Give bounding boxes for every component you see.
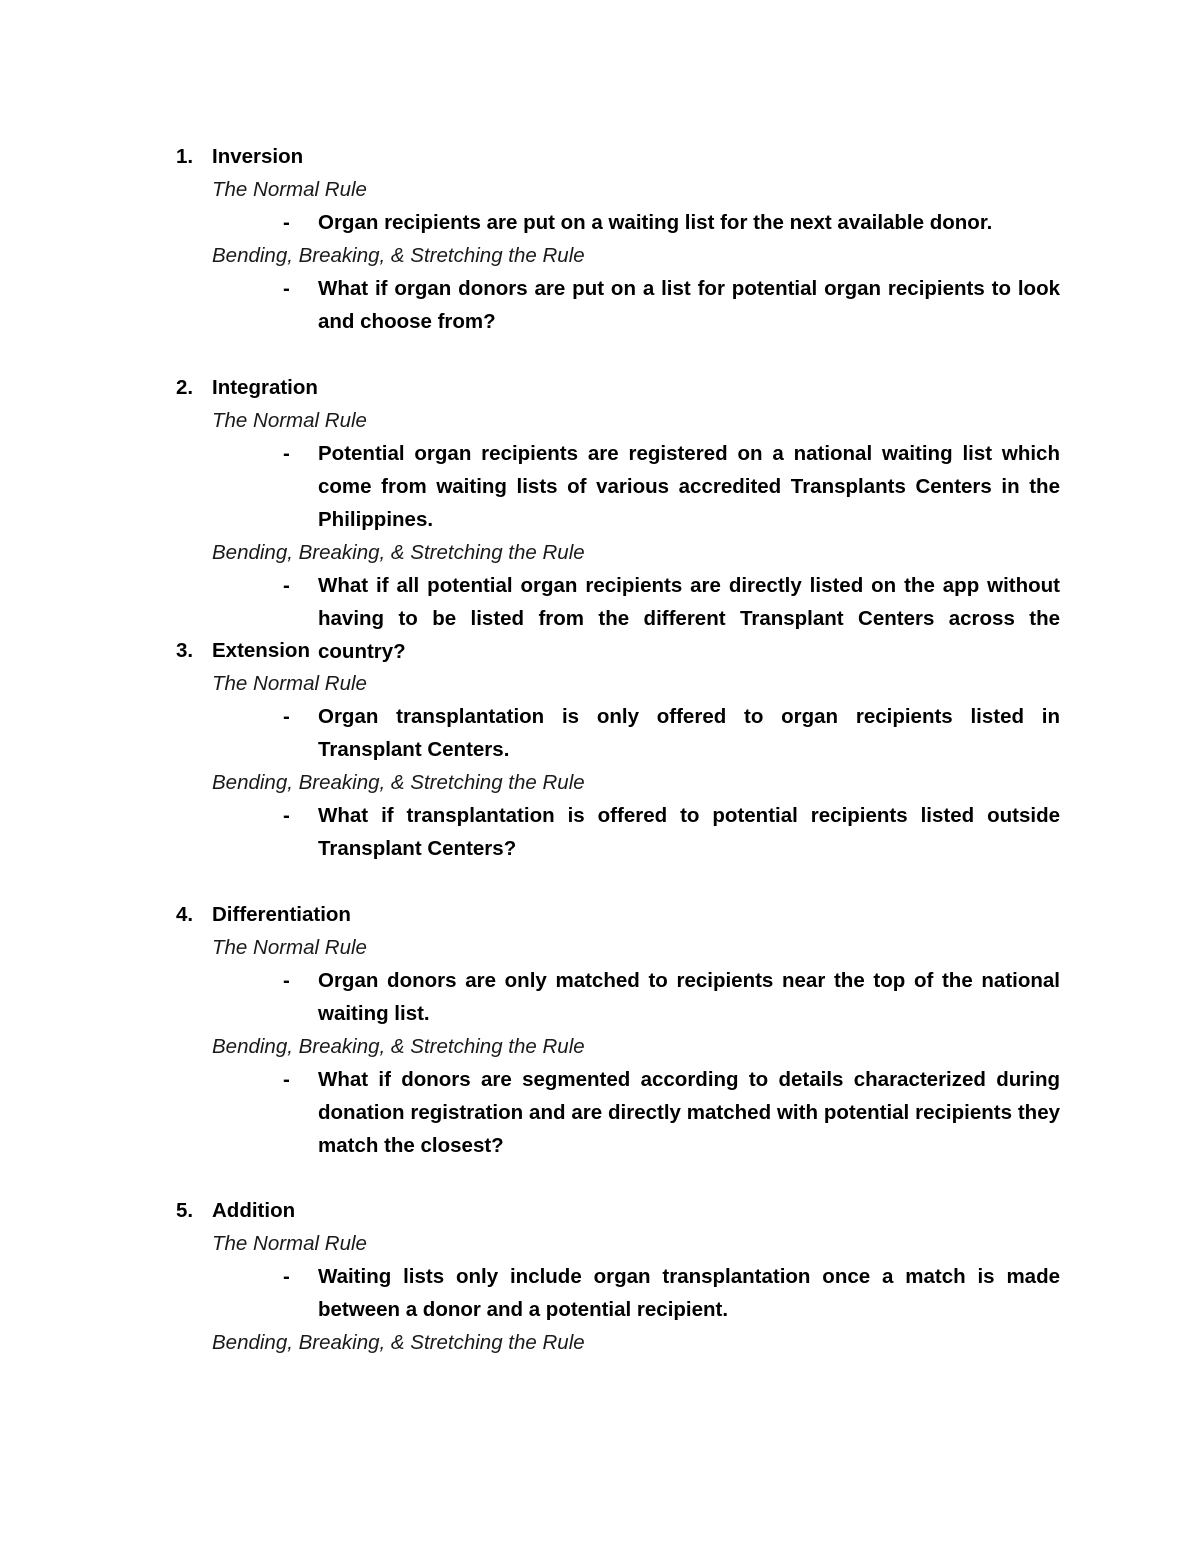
section-heading-line xyxy=(176,634,1060,667)
section-addition xyxy=(176,1194,1060,1359)
normal-rule-bullet xyxy=(176,206,1060,239)
bending-rule-bullet xyxy=(176,1063,1060,1162)
section-number: 5. xyxy=(176,1199,194,1222)
bending-rule-label: Bending, Breaking, & Stretching the Rule xyxy=(212,1035,585,1058)
bullet-dash: - xyxy=(283,804,290,827)
section-inversion xyxy=(176,140,1060,338)
bending-rule-text: What if transplantation is offered to potential recipients listed outside Transplant Centers? xyxy=(318,804,1060,860)
section-number: 4. xyxy=(176,903,194,926)
section-heading-line xyxy=(176,1194,1060,1227)
section-heading-line xyxy=(176,898,1060,931)
normal-rule-bullet xyxy=(176,437,1060,536)
bullet-dash: - xyxy=(283,705,290,728)
bending-rule-label: Bending, Breaking, & Stretching the Rule xyxy=(212,541,585,564)
normal-rule-label: The Normal Rule xyxy=(212,936,367,959)
section-number: 2. xyxy=(176,376,194,399)
bullet-dash: - xyxy=(283,1068,290,1091)
normal-rule-label: The Normal Rule xyxy=(212,409,367,432)
section-differentiation xyxy=(176,898,1060,1162)
section-heading: Extension xyxy=(212,639,310,662)
normal-rule-text: Waiting lists only include organ transplantation once a match is made between a donor and a potential recipient. xyxy=(318,1265,1060,1321)
bullet-dash: - xyxy=(283,277,290,300)
bending-rule-text: What if donors are segmented according to details characterized during donation registration and are directly matched with potential recipients they match the closest? xyxy=(318,1068,1060,1157)
bullet-dash: - xyxy=(283,574,290,597)
normal-rule-label: The Normal Rule xyxy=(212,178,367,201)
normal-rule-text: Organ transplantation is only offered to organ recipients listed in Transplant Centers. xyxy=(318,705,1060,761)
bending-rule-text: What if all potential organ recipients are directly listed on the app without having to be listed from the different Transplant Centers across the country? xyxy=(318,574,1060,663)
bending-rule-text: What if organ donors are put on a list for potential organ recipients to look and choose from? xyxy=(318,277,1060,333)
bullet-dash: - xyxy=(283,1265,290,1288)
section-integration xyxy=(176,371,1060,668)
bullet-dash: - xyxy=(283,442,290,465)
normal-rule-bullet xyxy=(176,964,1060,1030)
bending-rule-label: Bending, Breaking, & Stretching the Rule xyxy=(212,244,585,267)
section-heading-line xyxy=(176,371,1060,404)
normal-rule-bullet xyxy=(176,700,1060,766)
section-heading: Addition xyxy=(212,1199,296,1222)
section-heading: Inversion xyxy=(212,145,304,168)
normal-rule-text: Organ donors are only matched to recipients near the top of the national waiting list. xyxy=(318,969,1060,1025)
normal-rule-text: Potential organ recipients are registered on a national waiting list which come from waiting lists of various accredited Transplants Centers in the Philippines. xyxy=(318,442,1060,531)
bending-rule-label: Bending, Breaking, & Stretching the Rule xyxy=(212,771,585,794)
bullet-dash: - xyxy=(283,211,290,234)
bullet-dash: - xyxy=(283,969,290,992)
bending-rule-bullet xyxy=(176,272,1060,338)
normal-rule-text: Organ recipients are put on a waiting list for the next available donor. xyxy=(318,211,993,234)
section-extension xyxy=(176,634,1060,865)
section-number: 1. xyxy=(176,145,194,168)
section-heading-line xyxy=(176,140,1060,173)
section-heading: Integration xyxy=(212,376,318,399)
bending-rule-label: Bending, Breaking, & Stretching the Rule xyxy=(212,1331,585,1354)
bending-rule-bullet xyxy=(176,799,1060,865)
normal-rule-bullet xyxy=(176,1260,1060,1326)
normal-rule-label: The Normal Rule xyxy=(212,1232,367,1255)
normal-rule-label: The Normal Rule xyxy=(212,672,367,695)
section-number: 3. xyxy=(176,639,194,662)
section-heading: Differentiation xyxy=(212,903,351,926)
